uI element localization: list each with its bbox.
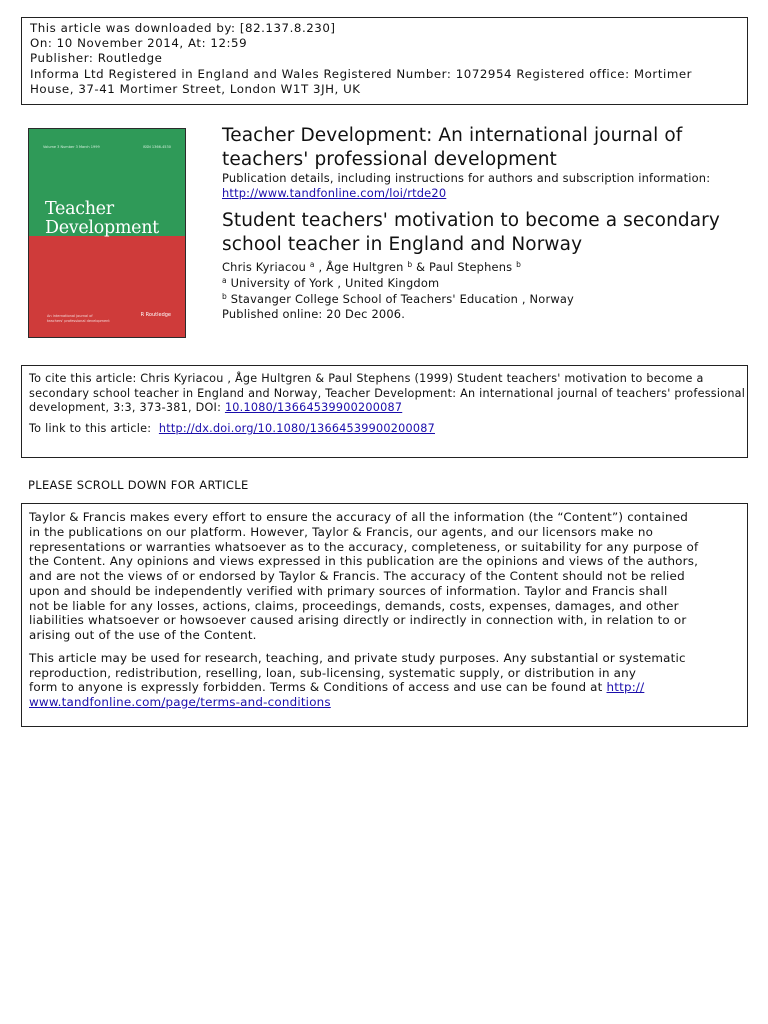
cite-line2: secondary school teacher in England and Norway, Teacher Development: An international journal of teachers' professional: [29, 386, 746, 400]
author-hultgren: Åge Hultgren: [326, 260, 404, 274]
journal-title-line2: teachers' professional development: [222, 148, 557, 170]
disclaimer-p1-line: and are not the views of or endorsed by Taylor & Francis. The accuracy of the Content should not be relied: [29, 569, 685, 583]
author2-affil-marker: b: [407, 260, 413, 269]
cover-issn-text: ISSN 1366-4530: [142, 145, 171, 149]
download-date-line: On: 10 November 2014, At: 12:59: [30, 36, 248, 51]
terms-link-part1[interactable]: http://: [606, 680, 645, 695]
disclaimer-p1-line: representations or warranties whatsoever as to the accuracy, completeness, or suitability for any purpose of: [29, 539, 699, 554]
affiliation-a: [222, 275, 574, 291]
disclaimer-box: [21, 503, 748, 727]
article-doi-url-link[interactable]: http://dx.doi.org/10.1080/13664539900200087: [158, 422, 435, 436]
routledge-logo-icon: R Routledge: [140, 312, 171, 318]
article-title: [222, 209, 720, 257]
scroll-down-notice: PLEASE SCROLL DOWN FOR ARTICLE: [28, 478, 249, 492]
author-separator: &: [412, 260, 430, 274]
disclaimer-p1-line: liabilities whatsoever or howsoever caused arising directly or indirectly in connection with, in relation to or: [29, 613, 687, 628]
affil-b-text: Stavanger College School of Teachers' Education , Norway: [230, 292, 574, 306]
publication-details: [222, 171, 710, 201]
disclaimer-p2-line: reproduction, redistribution, reselling, loan, sub-licensing, systematic supply, or distribution in any: [29, 665, 637, 680]
doi-link[interactable]: 10.1080/13664539900200087: [224, 401, 403, 415]
disclaimer-p1-line: upon and should be independently verified with primary sources of information. Taylor and Francis shall: [29, 583, 668, 598]
link-to-article-line: [29, 422, 740, 437]
cover-subtitle-line1: An international journal of: [47, 314, 93, 318]
terms-conditions-link[interactable]: www.tandfonline.com/page/terms-and-conditions: [29, 695, 331, 709]
disclaimer-p1-line: in the publications on our platform. However, Taylor & Francis, our agents, and our licensors make no: [29, 524, 654, 539]
affil-b-marker: b: [222, 292, 227, 301]
disclaimer-p1-line: arising out of the use of the Content.: [29, 628, 257, 642]
author-kyriacou: Chris Kyriacou: [222, 260, 307, 274]
journal-url-link[interactable]: http://www.tandfonline.com/loi/rtde20: [222, 186, 447, 200]
author-separator: ,: [314, 260, 327, 274]
address-line: House, 37-41 Mortimer Street, London W1T 3JH, UK: [30, 81, 361, 96]
cover-title-line1: Teacher: [45, 199, 114, 219]
disclaimer-p2-line: [29, 680, 740, 695]
article-title-line1: Student teachers' motivation to become a secondary: [222, 210, 720, 231]
author1-affil-marker: a: [309, 260, 315, 269]
cite-line3: [29, 401, 740, 416]
disclaimer-p2-line: [29, 695, 740, 710]
journal-title-line1: Teacher Development: An international journal of: [222, 125, 683, 146]
link-label: To link to this article:: [29, 422, 159, 436]
cite-line1: To cite this article: Chris Kyriacou , Åge Hultgren & Paul Stephens (1999) Student teachers' motivation to become a: [29, 372, 704, 385]
published-online-date: Published online: 20 Dec 2006.: [222, 307, 406, 321]
author-stephens: Paul Stephens: [429, 260, 513, 274]
pub-details-text: Publication details, including instructions for authors and subscription information:: [222, 171, 711, 185]
disclaimer-p1-line: the Content. Any opinions and views expressed in this publication are the opinions and views of the authors,: [29, 554, 699, 569]
journal-title: [222, 124, 742, 171]
affil-a-text: University of York , United Kingdom: [230, 276, 440, 290]
cite-doi-label: development, 3:3, 373-381, DOI:: [29, 401, 225, 415]
registration-line: Informa Ltd Registered in England and Wales Registered Number: 1072954 Registered office: Mortimer: [30, 66, 693, 81]
disclaimer-p1-line: Taylor & Francis makes every effort to ensure the accuracy of all the information (the “Content”) contained: [29, 510, 688, 524]
cover-subtitle-line2: teachers' professional development: [47, 319, 110, 323]
article-title-line2: school teacher in England and Norway: [222, 234, 583, 255]
author3-affil-marker: b: [516, 260, 522, 269]
authors-line: [222, 259, 574, 275]
publisher-line: Publisher: Routledge: [30, 51, 163, 66]
affil-a-marker: a: [222, 276, 227, 285]
authors-block: [222, 259, 574, 321]
affiliation-b: [222, 291, 574, 307]
citation-box: [21, 365, 748, 458]
cover-title-line2: Development: [45, 218, 159, 238]
download-info-box: [21, 17, 748, 105]
terms-prefix-text: form to anyone is expressly forbidden. Terms & Conditions of access and use can be found at: [29, 680, 607, 695]
disclaimer-p1-line: not be liable for any losses, actions, claims, proceedings, demands, costs, expenses, damages, and other: [29, 598, 679, 613]
disclaimer-p2-line: This article may be used for research, teaching, and private study purposes. Any substantial or systematic: [29, 650, 686, 665]
journal-cover-image: [28, 128, 186, 338]
cover-volume-text: Volume 3 Number 3 March 1999: [43, 145, 100, 149]
download-ip-line: This article was downloaded by: [82.137.8.230]: [30, 21, 336, 35]
